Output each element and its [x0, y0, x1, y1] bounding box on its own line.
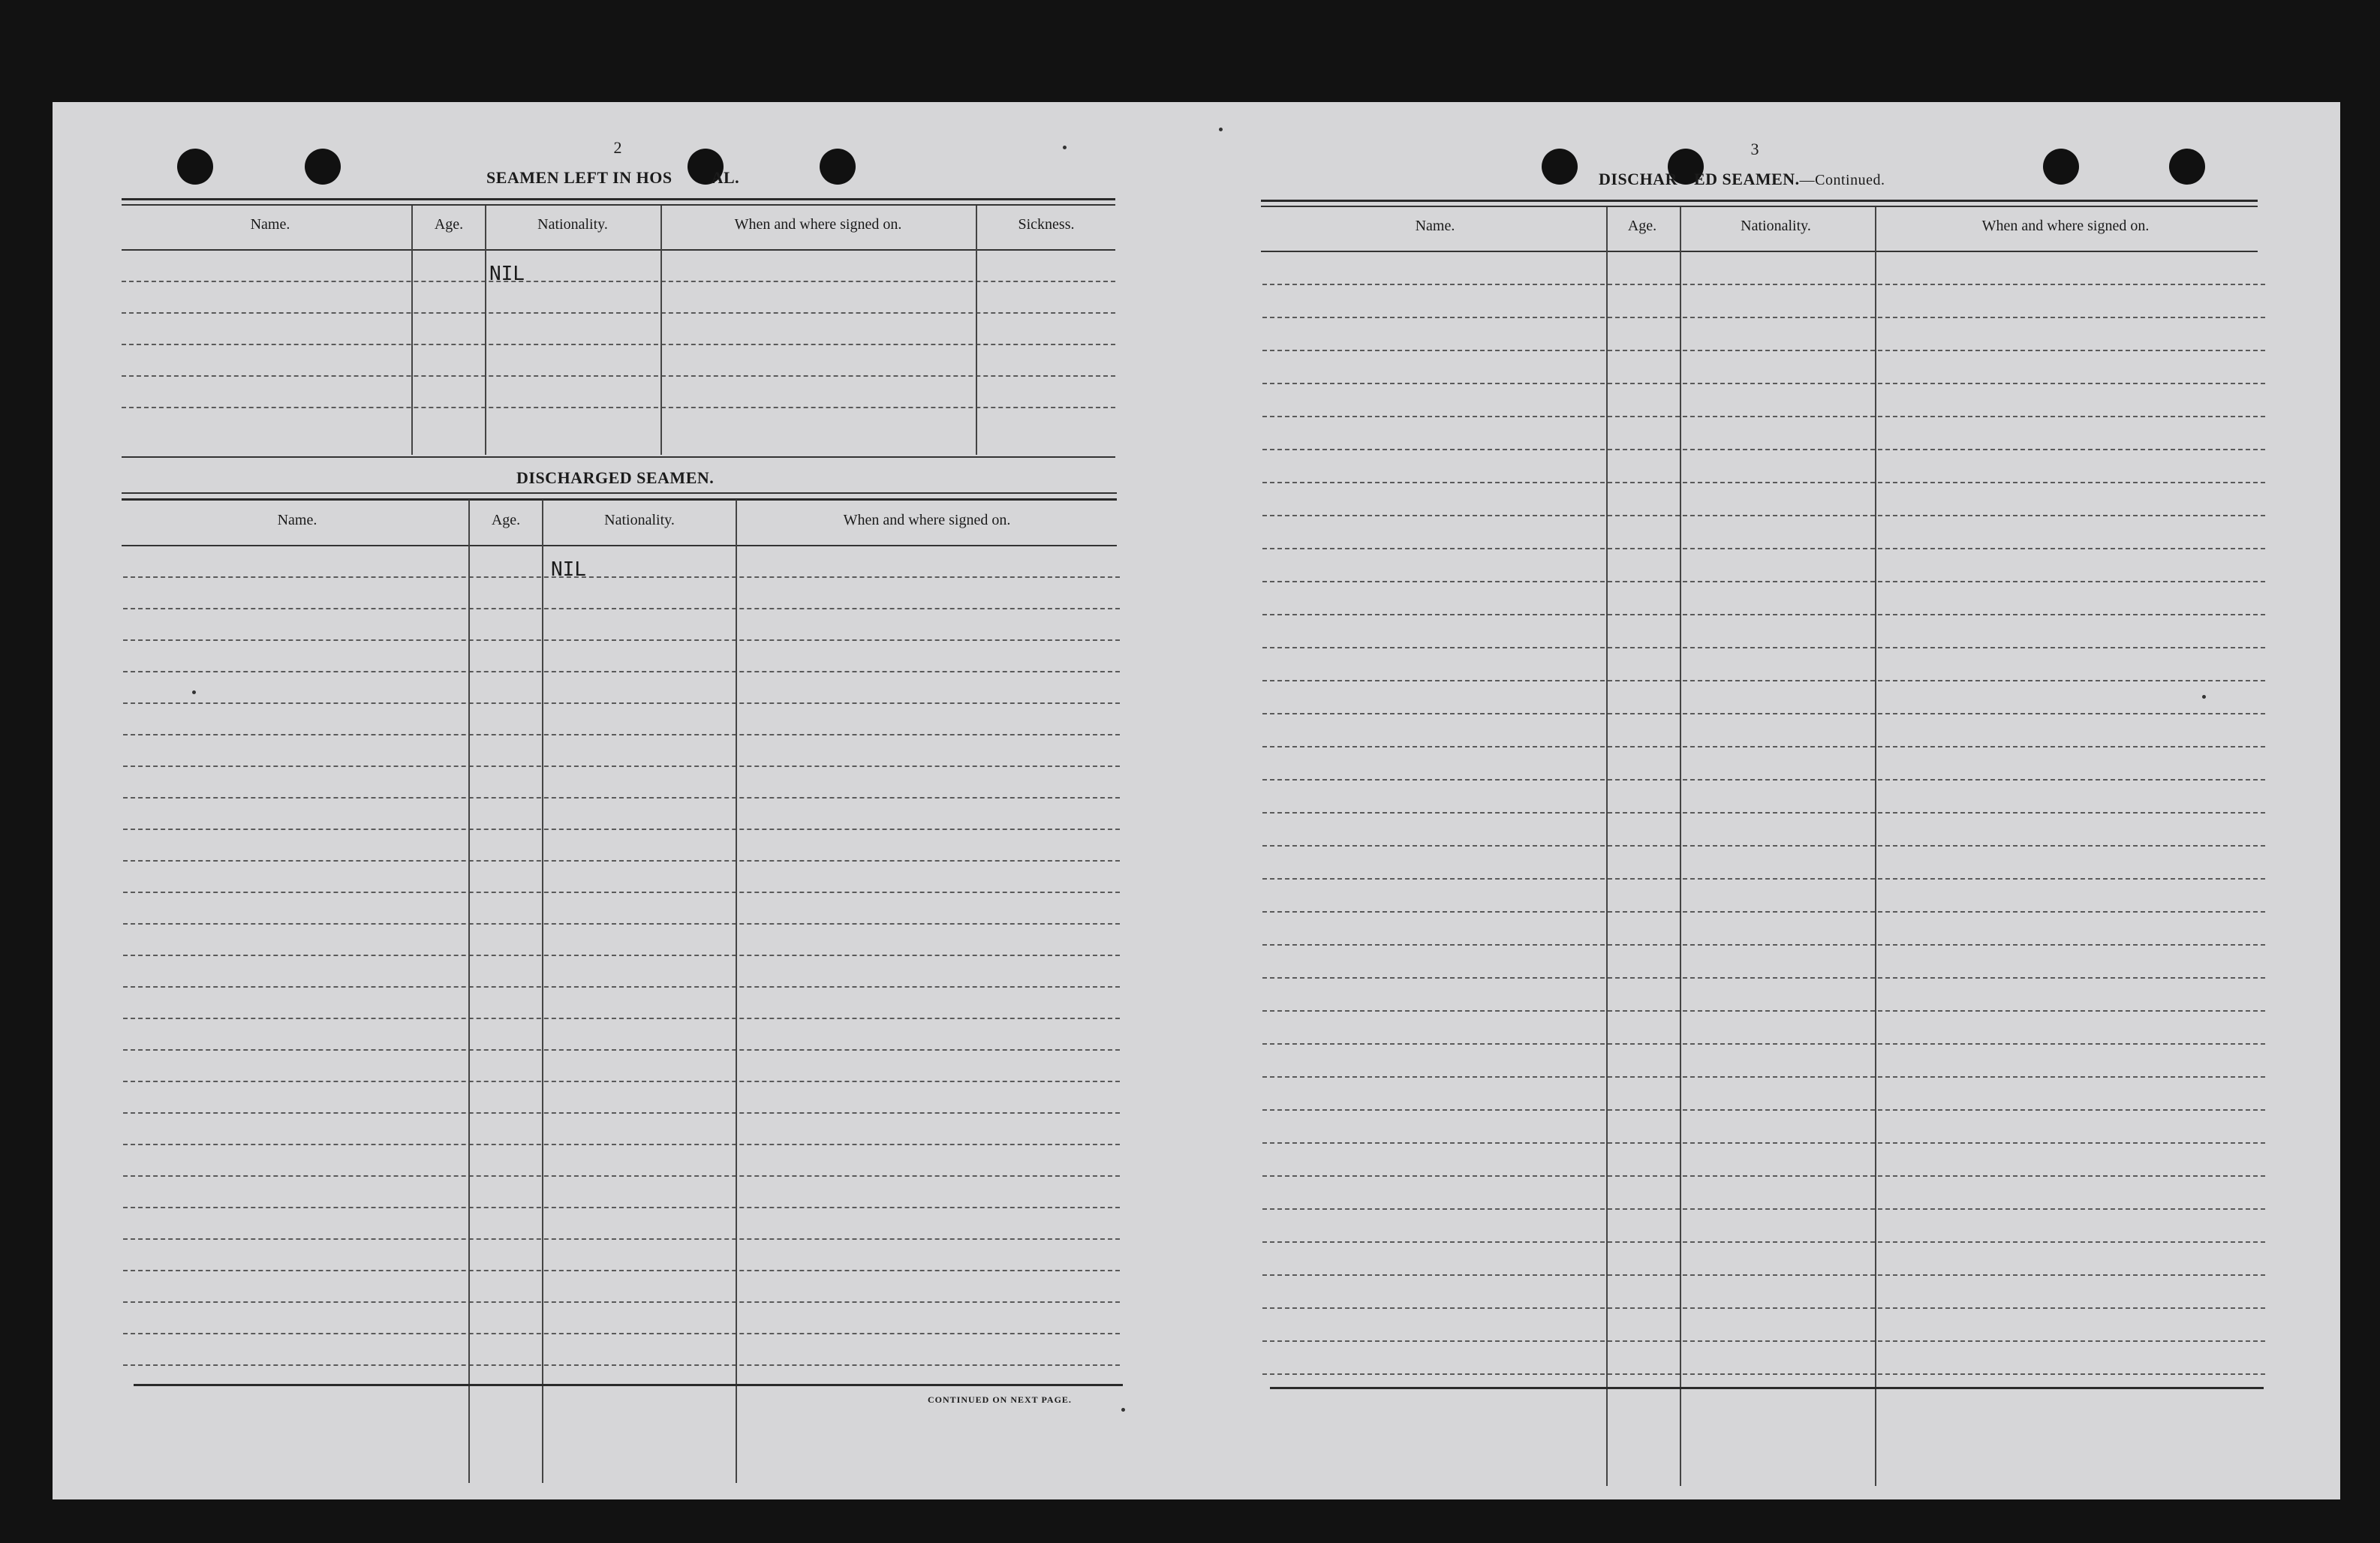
discharged-col-signed-on: When and where signed on.: [843, 512, 1011, 528]
table-row: [123, 988, 1120, 1019]
table-row: [1262, 483, 2265, 516]
table-row: [1262, 1342, 2265, 1375]
table-row: [1262, 1243, 2265, 1276]
table-row: [122, 345, 1115, 377]
table-row: [1262, 681, 2265, 714]
table-row: [1262, 450, 2265, 483]
table-row: [1262, 549, 2265, 582]
table-row: [1262, 1078, 2265, 1111]
discharged-continued-title: DISCHAR ED SEAMEN.—Continued.: [1599, 170, 1885, 188]
table-row: [123, 1208, 1120, 1240]
table-row: [1262, 1144, 2265, 1177]
punch-hole-icon: [305, 149, 341, 185]
discharged-section-title: DISCHARGED SEAMEN.: [516, 468, 715, 487]
table-row: [123, 609, 1120, 641]
discharged-col-age: Age.: [491, 512, 521, 528]
table-row: [122, 282, 1115, 314]
table-row: [123, 1019, 1120, 1051]
table-row: [1262, 1375, 2265, 1408]
table-row: [1262, 714, 2265, 747]
table-row: [1262, 1210, 2265, 1243]
table-row: [1262, 814, 2265, 847]
table-row: [123, 578, 1120, 609]
table-row: [123, 925, 1120, 956]
table-row: [123, 1051, 1120, 1082]
table-row: [122, 314, 1115, 345]
punch-hole-icon: [177, 149, 213, 185]
table-row: [1262, 384, 2265, 417]
table-row: [123, 1240, 1120, 1271]
table-row: [123, 546, 1120, 578]
table-row: [123, 1271, 1120, 1303]
table-row: [123, 799, 1120, 830]
table-row: [1262, 1012, 2265, 1045]
table-row: [123, 1334, 1120, 1366]
table-row: [1262, 318, 2265, 351]
table-row: [122, 377, 1115, 408]
hospital-col-signed-on: When and where signed on.: [734, 216, 902, 233]
left-page-number: 2: [613, 138, 622, 157]
right-table-rows: [1262, 252, 2265, 1408]
table-row: [123, 767, 1120, 799]
table-row: [1262, 1276, 2265, 1309]
table-row: [123, 735, 1120, 767]
table-row: [123, 1303, 1120, 1334]
continued-note: CONTINUED ON NEXT PAGE.: [928, 1394, 1072, 1405]
table-row: [1262, 351, 2265, 384]
table-row: [1262, 1111, 2265, 1144]
table-row: [1262, 252, 2265, 285]
punch-hole-icon: [2169, 149, 2205, 185]
table-row: [123, 1114, 1120, 1145]
table-row: [1262, 1045, 2265, 1078]
table-row: [122, 251, 1115, 282]
table-row: [123, 862, 1120, 893]
table-row: [1262, 417, 2265, 450]
right-page-number: 3: [1750, 140, 1759, 158]
hospital-section-title: SEAMEN LEFT IN HOS AL.: [486, 168, 740, 187]
table-row: [1262, 285, 2265, 318]
table-row: [1262, 648, 2265, 681]
table-row: [123, 1082, 1120, 1114]
table-row: [1262, 516, 2265, 549]
table-row: [1262, 781, 2265, 814]
table-row: [1262, 913, 2265, 946]
right-col-signed-on: When and where signed on.: [1981, 218, 2150, 234]
table-row: [1262, 1177, 2265, 1210]
table-row: [1262, 847, 2265, 880]
table-row: [123, 1177, 1120, 1208]
punch-hole-icon: [1542, 149, 1578, 185]
table-row: [122, 408, 1115, 440]
table-row: [1262, 582, 2265, 615]
hospital-col-sickness: Sickness.: [1018, 216, 1075, 233]
discharged-table-rows: [123, 546, 1120, 1366]
punch-hole-icon: [2043, 149, 2079, 185]
punch-hole-icon: [820, 149, 856, 185]
right-col-name: Name.: [1415, 218, 1455, 234]
table-row: [1262, 880, 2265, 913]
table-row: [123, 893, 1120, 925]
table-row: [123, 830, 1120, 862]
table-row: [1262, 747, 2265, 781]
table-row: [1262, 946, 2265, 979]
right-col-age: Age.: [1627, 218, 1657, 234]
table-row: [123, 1145, 1120, 1177]
hospital-table-rows: [122, 251, 1115, 440]
table-row: [1262, 615, 2265, 648]
discharged-col-nationality: Nationality.: [604, 512, 675, 528]
table-row: [1262, 979, 2265, 1012]
discharged-nil-entry: NIL: [551, 558, 586, 581]
hospital-col-nationality: Nationality.: [537, 216, 608, 233]
hospital-nil-entry: NIL: [489, 263, 525, 285]
table-row: [123, 704, 1120, 735]
table-row: [123, 641, 1120, 672]
table-row: [123, 956, 1120, 988]
table-row: [1262, 1309, 2265, 1342]
right-col-nationality: Nationality.: [1741, 218, 1811, 234]
hospital-col-name: Name.: [250, 216, 290, 233]
hospital-col-age: Age.: [434, 216, 464, 233]
table-row: [123, 672, 1120, 704]
form-sheet: [53, 102, 2340, 1499]
discharged-col-name: Name.: [277, 512, 317, 528]
